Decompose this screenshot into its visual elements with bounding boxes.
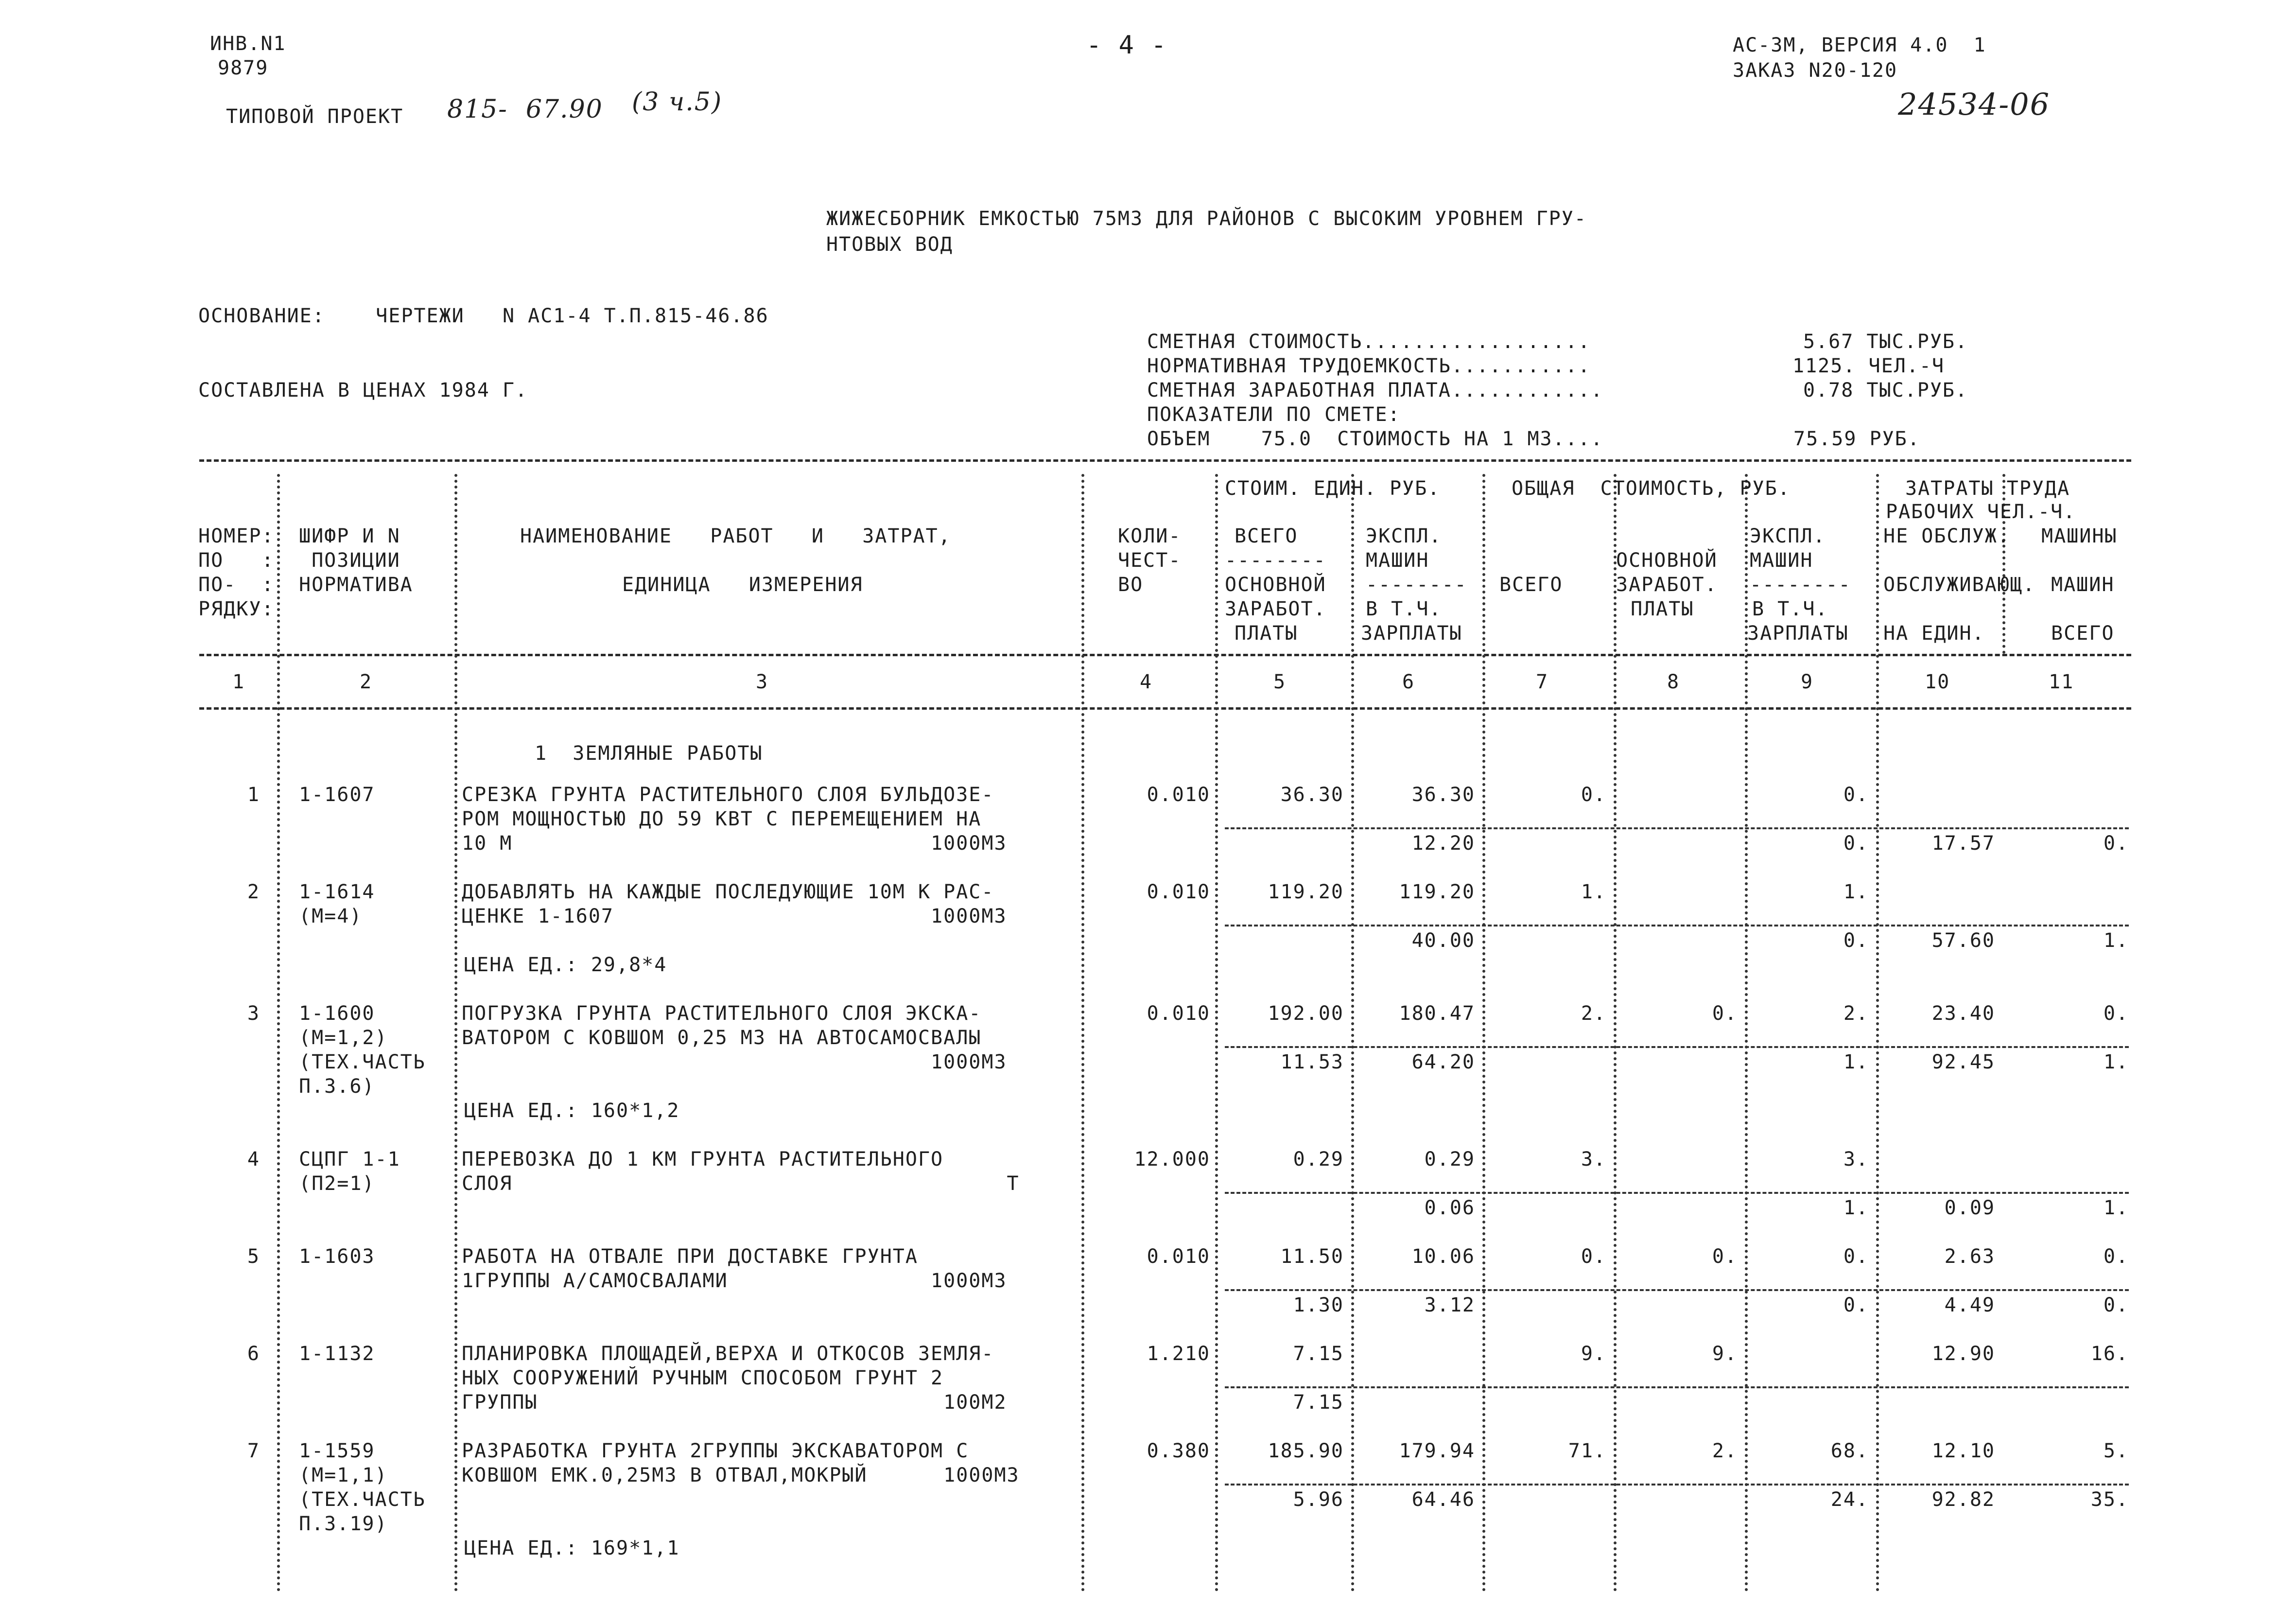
row-code: 1-1600	[299, 1002, 375, 1025]
basis-line: ОСНОВАНИЕ: ЧЕРТЕЖИ N АС1-4 Т.П.815-46.86	[198, 305, 769, 327]
row-code: (ТЕХ.ЧАСТЬ	[299, 1051, 426, 1073]
col8-header-3: ПЛАТЫ	[1631, 598, 1694, 620]
labor-workers: 23.40	[1931, 1002, 1995, 1025]
row-description: ПЕРЕВОЗКА ДО 1 КМ ГРУНТА РАСТИТЕЛЬНОГО	[462, 1148, 944, 1171]
colnum-5: 5	[1273, 671, 1287, 693]
col2-header-line3: НОРМАТИВА	[299, 574, 413, 596]
row-number: 5	[247, 1245, 260, 1268]
section-title: 1 ЗЕМЛЯНЫЕ РАБОТЫ	[535, 742, 763, 765]
col6-header-4: В Т.Ч.	[1366, 598, 1442, 620]
colnum-2: 2	[360, 671, 373, 693]
document-title-line2: НТОВЫХ ВОД	[826, 233, 953, 256]
total-wages: 0.	[1712, 1002, 1738, 1025]
row-subdivider	[1225, 1046, 2129, 1048]
total-cost: 2.	[1581, 1002, 1606, 1025]
column-separator	[1482, 474, 1485, 1592]
wage-value: 0.78 ТЫС.РУБ.	[1803, 379, 1968, 402]
total-machine-wages: 0.	[1843, 832, 1869, 855]
unit-cost-wages: 5.96	[1293, 1488, 1344, 1511]
column-separator	[1215, 474, 1218, 1592]
col10-header-1: НЕ ОБСЛУЖ.	[1883, 525, 2010, 547]
labor-workers-per-unit: 17.57	[1931, 832, 1995, 855]
total-cost-group-header: ОБЩАЯ СТОИМОСТЬ, РУБ.	[1512, 477, 1791, 500]
col11-header-1: МАШИНЫ	[2041, 525, 2118, 547]
unit-cost-total: 11.50	[1280, 1245, 1344, 1268]
col7-header: ВСЕГО	[1499, 574, 1563, 596]
wage-label: СМЕТНАЯ ЗАРАБОТНАЯ ПЛАТА............	[1147, 379, 1603, 402]
colnum-8: 8	[1667, 671, 1680, 693]
labor-workers: 2.63	[1944, 1245, 1995, 1268]
row-number: 2	[247, 881, 260, 903]
labor-workers-per-unit: 57.60	[1931, 929, 1995, 952]
row-subdivider	[1225, 1484, 2129, 1486]
col9-header-2: МАШИН	[1750, 549, 1813, 572]
total-cost: 71.	[1568, 1440, 1606, 1462]
unit-cost-wages: 11.53	[1280, 1051, 1344, 1073]
labor-total: 35.	[2090, 1488, 2129, 1511]
total-machine-cost: 1.	[1843, 881, 1869, 903]
unit-machine-wages: 64.20	[1411, 1051, 1475, 1073]
price-note: ЦЕНА ЕД.: 29,8*4	[464, 954, 667, 976]
row-quantity: 0.010	[1147, 784, 1210, 806]
table-top-rule	[199, 459, 2131, 462]
labor-workers-per-unit: 4.49	[1944, 1294, 1995, 1316]
page-number: - 4 -	[1086, 31, 1167, 60]
numbers-bottom-rule	[199, 707, 2131, 710]
unit-machine-wages: 64.46	[1411, 1488, 1475, 1511]
row-number: 1	[247, 784, 260, 806]
unit-cost-total: 0.29	[1293, 1148, 1344, 1171]
col6-header-5: ЗАРПЛАТЫ	[1361, 622, 1462, 645]
col8-header-2: ЗАРАБОТ.	[1616, 574, 1718, 596]
colnum-9: 9	[1801, 671, 1814, 693]
total-wages: 9.	[1712, 1343, 1738, 1365]
total-machine-cost: 0.	[1843, 1245, 1869, 1268]
labor-total: 0.	[2103, 1294, 2129, 1316]
unit-machine-wages: 3.12	[1424, 1294, 1475, 1316]
labor-intensity-value: 1125. ЧЕЛ.-Ч	[1792, 355, 1945, 377]
colnum-4: 4	[1140, 671, 1153, 693]
row-quantity: 1.210	[1147, 1343, 1210, 1365]
unit-cost-wages: 1.30	[1293, 1294, 1344, 1316]
col2-header-line2: ПОЗИЦИИ	[299, 549, 400, 572]
col1-header-line2: ПО :	[198, 549, 275, 572]
unit-machine-cost: 180.47	[1399, 1002, 1475, 1025]
col1-header-line3: ПО- :	[198, 574, 275, 596]
document-number-handwritten: 24534-06	[1898, 87, 2051, 122]
total-cost: 3.	[1581, 1148, 1606, 1171]
total-machine-wages: 24.	[1830, 1488, 1869, 1511]
unit-cost-wages: 7.15	[1293, 1391, 1344, 1414]
row-description: 1000М3	[462, 1051, 1007, 1073]
total-wages: 0.	[1712, 1245, 1738, 1268]
col6-header-2: МАШИН	[1366, 549, 1429, 572]
inventory-number: 9879	[218, 57, 269, 79]
col4-header-line3: ВО	[1118, 574, 1144, 596]
price-level-line: СОСТАВЛЕНА В ЦЕНАХ 1984 Г.	[198, 379, 528, 402]
unit-cost-total: 185.90	[1268, 1440, 1344, 1462]
col5-header-1: ВСЕГО	[1235, 525, 1298, 547]
total-cost: 1.	[1581, 881, 1606, 903]
unit-machine-cost: 179.94	[1399, 1440, 1475, 1462]
col9-header-5: ЗАРПЛАТЫ	[1747, 622, 1849, 645]
price-note: ЦЕНА ЕД.: 160*1,2	[464, 1100, 680, 1122]
labor-total: 0.	[2103, 832, 2129, 855]
row-code: П.3.6)	[299, 1075, 375, 1098]
col2-header-line1: ШИФР И N	[299, 525, 400, 547]
inventory-label: ИНВ.N1	[210, 33, 286, 55]
column-separator	[1081, 474, 1084, 1592]
total-machine-cost: 68.	[1830, 1440, 1869, 1462]
labor-machinists: 0.	[2103, 1245, 2129, 1268]
total-machine-wages: 0.	[1843, 1294, 1869, 1316]
unit-cost-total: 7.15	[1293, 1343, 1344, 1365]
unit-cost-group-header: СТОИМ. ЕДИН. РУБ.	[1225, 477, 1441, 500]
labor-workers-per-unit: 92.82	[1931, 1488, 1995, 1511]
row-subdivider	[1225, 1192, 2129, 1194]
colnum-1: 1	[232, 671, 245, 693]
colnum-7: 7	[1536, 671, 1549, 693]
row-description: 10 М 1000М3	[462, 832, 1007, 855]
row-code: 1-1607	[299, 784, 375, 806]
row-subdivider	[1225, 1289, 2129, 1291]
price-note: ЦЕНА ЕД.: 169*1,1	[464, 1537, 680, 1559]
labor-workers-per-unit: 0.09	[1944, 1197, 1995, 1219]
col1-header-line4: РЯДКУ:	[198, 598, 275, 620]
unit-machine-cost: 36.30	[1411, 784, 1475, 806]
row-code: (ТЕХ.ЧАСТЬ	[299, 1488, 426, 1511]
col5-header-2: --------	[1225, 549, 1326, 572]
row-code: 1-1603	[299, 1245, 375, 1268]
labor-intensity-label: НОРМАТИВНАЯ ТРУДОЕМКОСТЬ...........	[1147, 355, 1591, 377]
unit-machine-wages: 12.20	[1411, 832, 1475, 855]
volume-line: ОБЪЕМ 75.0 СТОИМОСТЬ НА 1 М3....	[1147, 428, 1603, 450]
colnum-3: 3	[756, 671, 769, 693]
row-code: 1-1132	[299, 1343, 375, 1365]
col5-header-3: ОСНОВНОЙ	[1225, 574, 1326, 596]
unit-machine-cost: 10.06	[1411, 1245, 1475, 1268]
col3-header-name: НАИМЕНОВАНИЕ РАБОТ И ЗАТРАТ,	[520, 525, 951, 547]
labor-machinists: 16.	[2090, 1343, 2129, 1365]
row-description: РОМ МОЩНОСТЬЮ ДО 59 КВТ С ПЕРЕМЕЩЕНИЕМ НА	[462, 808, 982, 830]
unit-cost-total: 192.00	[1268, 1002, 1344, 1025]
col3-header-unit: ЕДИНИЦА ИЗМЕРЕНИЯ	[622, 574, 863, 596]
document-title-line1: ЖИЖЕСБОРНИК ЕМКОСТЬЮ 75М3 ДЛЯ РАЙОНОВ С ВЫСОКИМ УРОВНЕМ ГРУ-	[826, 208, 1587, 230]
row-description: ЦЕНКЕ 1-1607 1000М3	[462, 905, 1007, 927]
unit-machine-wages: 40.00	[1411, 929, 1475, 952]
colnum-6: 6	[1402, 671, 1415, 693]
row-quantity: 0.010	[1147, 1245, 1210, 1268]
column-separator	[1614, 474, 1617, 1592]
col5-header-5: ПЛАТЫ	[1235, 622, 1298, 645]
labor-workers: 12.90	[1931, 1343, 1995, 1365]
total-wages: 2.	[1712, 1440, 1738, 1462]
col10-header-2: ОБСЛУЖИВАЮЩ.	[1883, 574, 2035, 596]
col9-header-3: --------	[1750, 574, 1851, 596]
col4-header-line1: КОЛИ-	[1118, 525, 1182, 547]
system-version: АС-3М, ВЕРСИЯ 4.0 1	[1733, 34, 1986, 56]
project-number-handwritten: 815- 67.90	[447, 95, 603, 124]
labor-total: 1.	[2103, 1051, 2129, 1073]
row-number: 6	[247, 1343, 260, 1365]
row-number: 7	[247, 1440, 260, 1462]
row-code: СЦПГ 1-1	[299, 1148, 400, 1171]
total-machine-cost: 2.	[1843, 1002, 1869, 1025]
column-separator	[1351, 474, 1354, 1592]
colnum-11: 11	[2049, 671, 2074, 693]
cost-per-m3-value: 75.59 РУБ.	[1793, 428, 1920, 450]
row-description: ВАТОРОМ С КОВШОМ 0,25 М3 НА АВТОСАМОСВАЛЫ	[462, 1027, 982, 1049]
col9-header-1: ЭКСПЛ.	[1750, 525, 1826, 547]
col10-header-3: НА ЕДИН.	[1883, 622, 1985, 645]
labor-machinists: 5.	[2103, 1440, 2129, 1462]
row-number: 3	[247, 1002, 260, 1025]
total-machine-cost: 0.	[1843, 784, 1869, 806]
row-code: 1-1559	[299, 1440, 375, 1462]
col5-header-4: ЗАРАБОТ.	[1225, 598, 1326, 620]
row-subdivider	[1225, 827, 2129, 829]
labor-total: 1.	[2103, 1197, 2129, 1219]
row-description: 1ГРУППЫ А/САМОСВАЛАМИ 1000М3	[462, 1270, 1007, 1292]
total-machine-wages: 0.	[1843, 929, 1869, 952]
row-code: (П2=1)	[299, 1172, 375, 1195]
row-description: ГРУППЫ 100М2	[462, 1391, 1007, 1414]
row-quantity: 0.380	[1147, 1440, 1210, 1462]
row-description: ПЛАНИРОВКА ПЛОЩАДЕЙ,ВЕРХА И ОТКОСОВ ЗЕМЛЯ-	[462, 1343, 994, 1365]
column-separator	[1876, 474, 1879, 1592]
row-code: (М=1,2)	[299, 1027, 388, 1049]
total-cost: 0.	[1581, 784, 1606, 806]
unit-cost-total: 36.30	[1280, 784, 1344, 806]
labor-workers-per-unit: 92.45	[1931, 1051, 1995, 1073]
estimated-cost-label: СМЕТНАЯ СТОИМОСТЬ..................	[1147, 331, 1591, 353]
row-description: НЫХ СООРУЖЕНИЙ РУЧНЫМ СПОСОБОМ ГРУНТ 2	[462, 1367, 944, 1389]
row-quantity: 0.010	[1147, 1002, 1210, 1025]
labor-total: 1.	[2103, 929, 2129, 952]
estimated-cost-value: 5.67 ТЫС.РУБ.	[1803, 331, 1968, 353]
col1-header-line1: НОМЕР:	[198, 525, 275, 547]
unit-machine-cost: 119.20	[1399, 881, 1475, 903]
total-machine-wages: 1.	[1843, 1051, 1869, 1073]
row-code: (М=4)	[299, 905, 363, 927]
row-description: ПОГРУЗКА ГРУНТА РАСТИТЕЛЬНОГО СЛОЯ ЭКСКА-	[462, 1002, 982, 1025]
row-code: 1-1614	[299, 881, 375, 903]
row-description: КОВШОМ ЕМК.0,25М3 В ОТВАЛ,МОКРЫЙ 1000М3	[462, 1464, 1020, 1486]
labor-group-header: ЗАТРАТЫ ТРУДА	[1905, 477, 2070, 500]
colnum-10: 10	[1925, 671, 1950, 693]
row-quantity: 12.000	[1134, 1148, 1210, 1171]
total-machine-cost: 3.	[1843, 1148, 1869, 1171]
row-subdivider	[1225, 1386, 2129, 1388]
labor-machinists: 0.	[2103, 1002, 2129, 1025]
col11-header-2: МАШИН	[2051, 574, 2115, 596]
col11-header-3: ВСЕГО	[2051, 622, 2115, 645]
labor-group-header-2: РАБОЧИХ ЧЕЛ.-Ч.	[1886, 501, 2076, 523]
labor-workers: 12.10	[1931, 1440, 1995, 1462]
row-description: РАБОТА НА ОТВАЛЕ ПРИ ДОСТАВКЕ ГРУНТА	[462, 1245, 918, 1268]
col8-header-1: ОСНОВНОЙ	[1616, 549, 1718, 572]
indicators-label: ПОКАЗАТЕЛИ ПО СМЕТЕ:	[1147, 403, 1401, 426]
row-description: ДОБАВЛЯТЬ НА КАЖДЫЕ ПОСЛЕДУЮЩИЕ 10М К РАС-	[462, 881, 994, 903]
row-description: РАЗРАБОТКА ГРУНТА 2ГРУППЫ ЭКСКАВАТОРОМ С	[462, 1440, 969, 1462]
project-part-handwritten: (3 ч.5)	[632, 87, 723, 117]
row-quantity: 0.010	[1147, 881, 1210, 903]
unit-machine-cost: 0.29	[1424, 1148, 1475, 1171]
project-label: ТИПОВОЙ ПРОЕКТ	[226, 105, 404, 128]
row-description: СРЕЗКА ГРУНТА РАСТИТЕЛЬНОГО СЛОЯ БУЛЬДОЗЕ-	[462, 784, 994, 806]
col9-header-4: В Т.Ч.	[1752, 598, 1828, 620]
total-machine-wages: 1.	[1843, 1197, 1869, 1219]
unit-machine-wages: 0.06	[1424, 1197, 1475, 1219]
column-separator	[454, 474, 457, 1592]
col6-header-3: --------	[1366, 574, 1467, 596]
order-number: ЗАКАЗ N20-120	[1733, 59, 1898, 82]
row-subdivider	[1225, 925, 2129, 926]
header-bottom-rule	[199, 654, 2131, 656]
unit-cost-total: 119.20	[1268, 881, 1344, 903]
row-code: (М=1,1)	[299, 1464, 388, 1486]
row-number: 4	[247, 1148, 260, 1171]
row-code: П.3.19)	[299, 1513, 388, 1535]
row-description: СЛОЯ Т	[462, 1172, 1020, 1195]
col4-header-line2: ЧЕСТ-	[1118, 549, 1182, 572]
total-cost: 9.	[1581, 1343, 1606, 1365]
column-separator	[277, 474, 280, 1592]
col6-header-1: ЭКСПЛ.	[1366, 525, 1442, 547]
total-cost: 0.	[1581, 1245, 1606, 1268]
